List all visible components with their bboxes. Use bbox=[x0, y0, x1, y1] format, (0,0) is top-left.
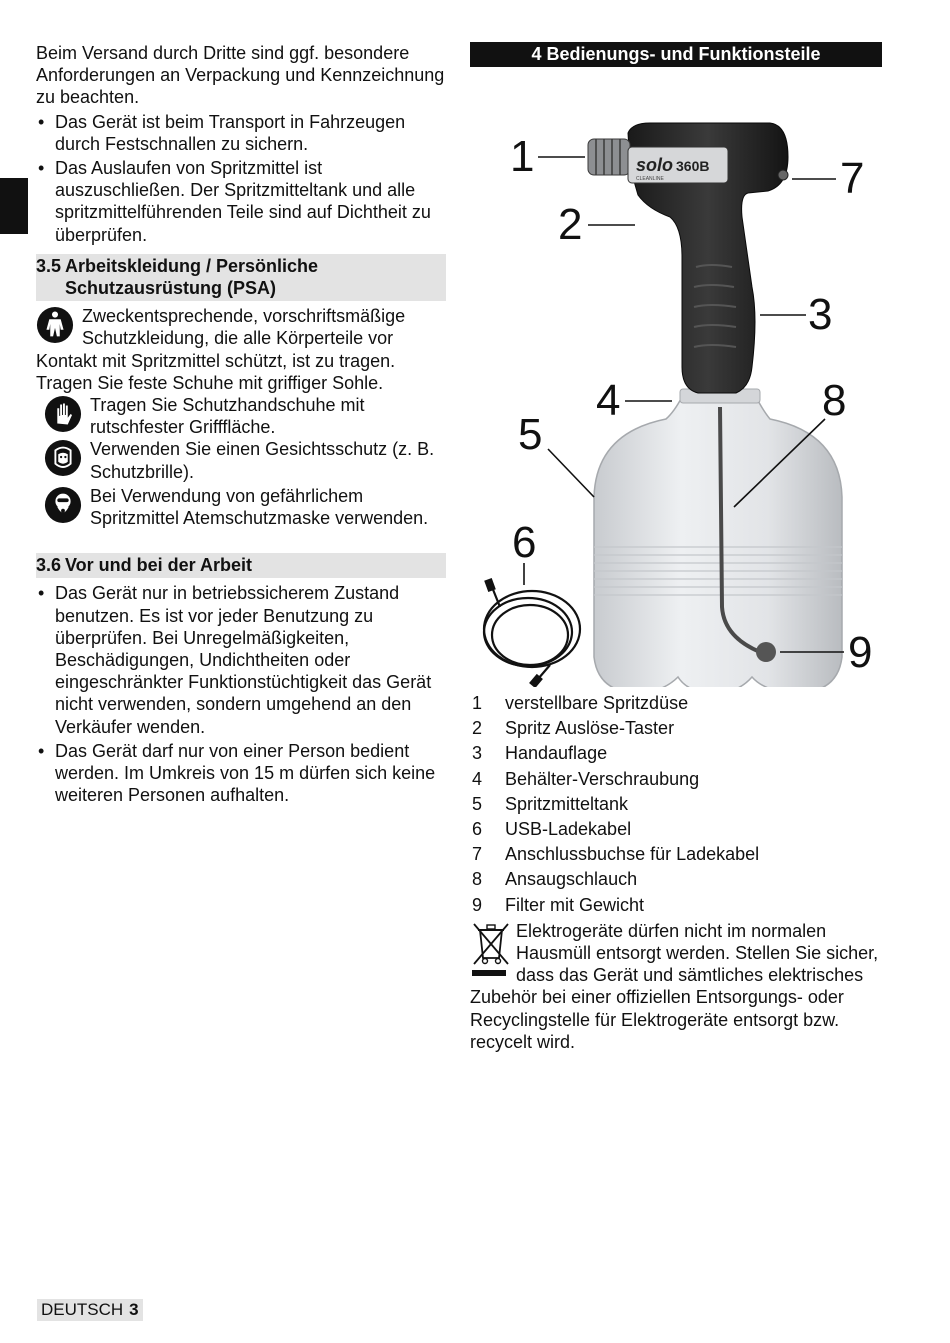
series-label: CLEANLINE bbox=[636, 176, 664, 182]
section-heading-3-6 bbox=[36, 553, 446, 578]
callout-4: 4 bbox=[596, 376, 621, 425]
face-notice bbox=[36, 438, 446, 482]
section-heading-3-5 bbox=[36, 254, 446, 301]
callout-2: 2 bbox=[558, 200, 583, 249]
section-title: Arbeitskleidung / Persönliche Schutzausrüstung (PSA) bbox=[65, 255, 319, 299]
face-text: Verwenden Sie einen Gesichtsschutz (z. B. Schutzbrille). bbox=[90, 439, 435, 482]
respirator-mask-icon bbox=[44, 486, 84, 526]
bullet-item: • Das Gerät ist beim Transport in Fahrzeugen durch Festschnallen zu sichern. bbox=[36, 111, 446, 155]
footer-language: DEUTSCH bbox=[41, 1300, 124, 1319]
work-bullets bbox=[36, 582, 446, 806]
bullet-item: • Das Gerät darf nur von einer Person bedient werden. Im Umkreis von 15 m dürfen sich keine weiteren Personen aufhalten. bbox=[36, 740, 446, 807]
list-item: 5 Spritzmitteltank bbox=[472, 793, 629, 814]
tank-shape bbox=[594, 389, 842, 687]
list-item: 9 Filter mit Gewicht bbox=[472, 894, 645, 915]
face-shield-icon bbox=[44, 439, 84, 479]
left-column bbox=[36, 42, 446, 809]
usb-cable bbox=[484, 587, 580, 679]
section-number: 3.6 bbox=[36, 555, 62, 576]
list-item: 1 verstellbare Spritzdüse bbox=[472, 693, 689, 713]
section-number: 3.5 bbox=[36, 255, 62, 276]
list-item: 8 Ansaugschlauch bbox=[472, 869, 638, 890]
list-item: 7 Anschlussbuchse für Ladekabel bbox=[472, 844, 760, 865]
disposal-text: Elektrogeräte dürfen nicht im normalen Hausmüll entsorgt werden. Stellen Sie sicher, dass das Gerät und sämtliches elektrisches Zubehör bei einer offiziellen Entsorgungs- oder Recyclingstelle für Elektrogeräte entsorgt bzw. recycelt wird. bbox=[470, 920, 879, 1052]
callout-1: 1 bbox=[510, 132, 535, 181]
gloves-text: Tragen Sie Schutzhandschuhe mit rutschfester Grifffläche. bbox=[90, 395, 365, 438]
model-label: 360B bbox=[676, 158, 710, 174]
disposal-notice bbox=[470, 920, 882, 1053]
callout-6: 6 bbox=[512, 518, 537, 567]
sprayer-handle bbox=[588, 123, 788, 393]
shipping-paragraph: Beim Versand durch Dritte sind ggf. besondere Anforderungen an Verpackung und Kennzeichnung zu beachten. bbox=[36, 43, 445, 108]
mask-text: Bei Verwendung von gefährlichem Spritzmittel Atemschutzmaske verwenden. bbox=[90, 485, 429, 529]
callout-8: 8 bbox=[822, 376, 847, 425]
clothing-text: Zweckentsprechende, vorschriftsmäßige Schutzkleidung, die alle Körperteile vor Kontakt mit Spritzmittel schützt, ist zu tragen. bbox=[36, 306, 406, 371]
mask-notice bbox=[36, 485, 446, 529]
clothing-notice bbox=[36, 305, 446, 372]
weee-bin-icon bbox=[470, 920, 512, 978]
list-item: 3 Handauflage bbox=[472, 743, 608, 764]
list-item: 4 Behälter-Verschraubung bbox=[472, 768, 700, 789]
parts-list bbox=[470, 691, 882, 918]
list-item: 6 USB-Ladekabel bbox=[472, 819, 632, 840]
gloves-notice bbox=[36, 394, 446, 438]
brand-label: solo bbox=[636, 155, 674, 175]
shoes-text: Tragen Sie feste Schuhe mit griffiger Sohle. bbox=[36, 372, 384, 393]
section-title: Vor und bei der Arbeit bbox=[65, 555, 253, 576]
callout-9: 9 bbox=[848, 628, 873, 677]
callout-5: 5 bbox=[518, 410, 543, 459]
page-footer bbox=[37, 1299, 143, 1321]
filter-weight bbox=[756, 642, 776, 662]
charging-socket bbox=[778, 170, 788, 180]
transport-bullets bbox=[36, 111, 446, 246]
gloves-icon bbox=[44, 395, 84, 435]
callout-3: 3 bbox=[808, 290, 833, 339]
callout-7: 7 bbox=[840, 154, 865, 203]
right-column bbox=[470, 42, 882, 1053]
bullet-item: • Das Auslaufen von Spritzmittel ist auszuschließen. Der Spritzmitteltank und alle spritzmittelführenden Teile sind auf Dichtheit zu überprüfen. bbox=[36, 157, 446, 246]
sprayer-figure bbox=[470, 67, 882, 687]
protective-clothing-icon bbox=[36, 306, 76, 346]
bullet-item: • Das Gerät nur in betriebssicherem Zustand benutzen. Es ist vor jeder Benutzung zu überprüfen. Bei Unregelmäßigkeiten, Beschädigungen, Undichtheiten oder eingeschränkter Funktionstüchtigkeit das Gerät nicht verwenden, sondern umgehend an den Verkäufer wenden. bbox=[36, 582, 446, 737]
page-number: 3 bbox=[129, 1300, 139, 1319]
chapter-edge-tab bbox=[0, 178, 28, 234]
section-heading-4: 4 Bedienungs- und Funktionsteile bbox=[470, 42, 882, 67]
list-item: 2 Spritz Auslöse-Taster bbox=[472, 718, 675, 739]
